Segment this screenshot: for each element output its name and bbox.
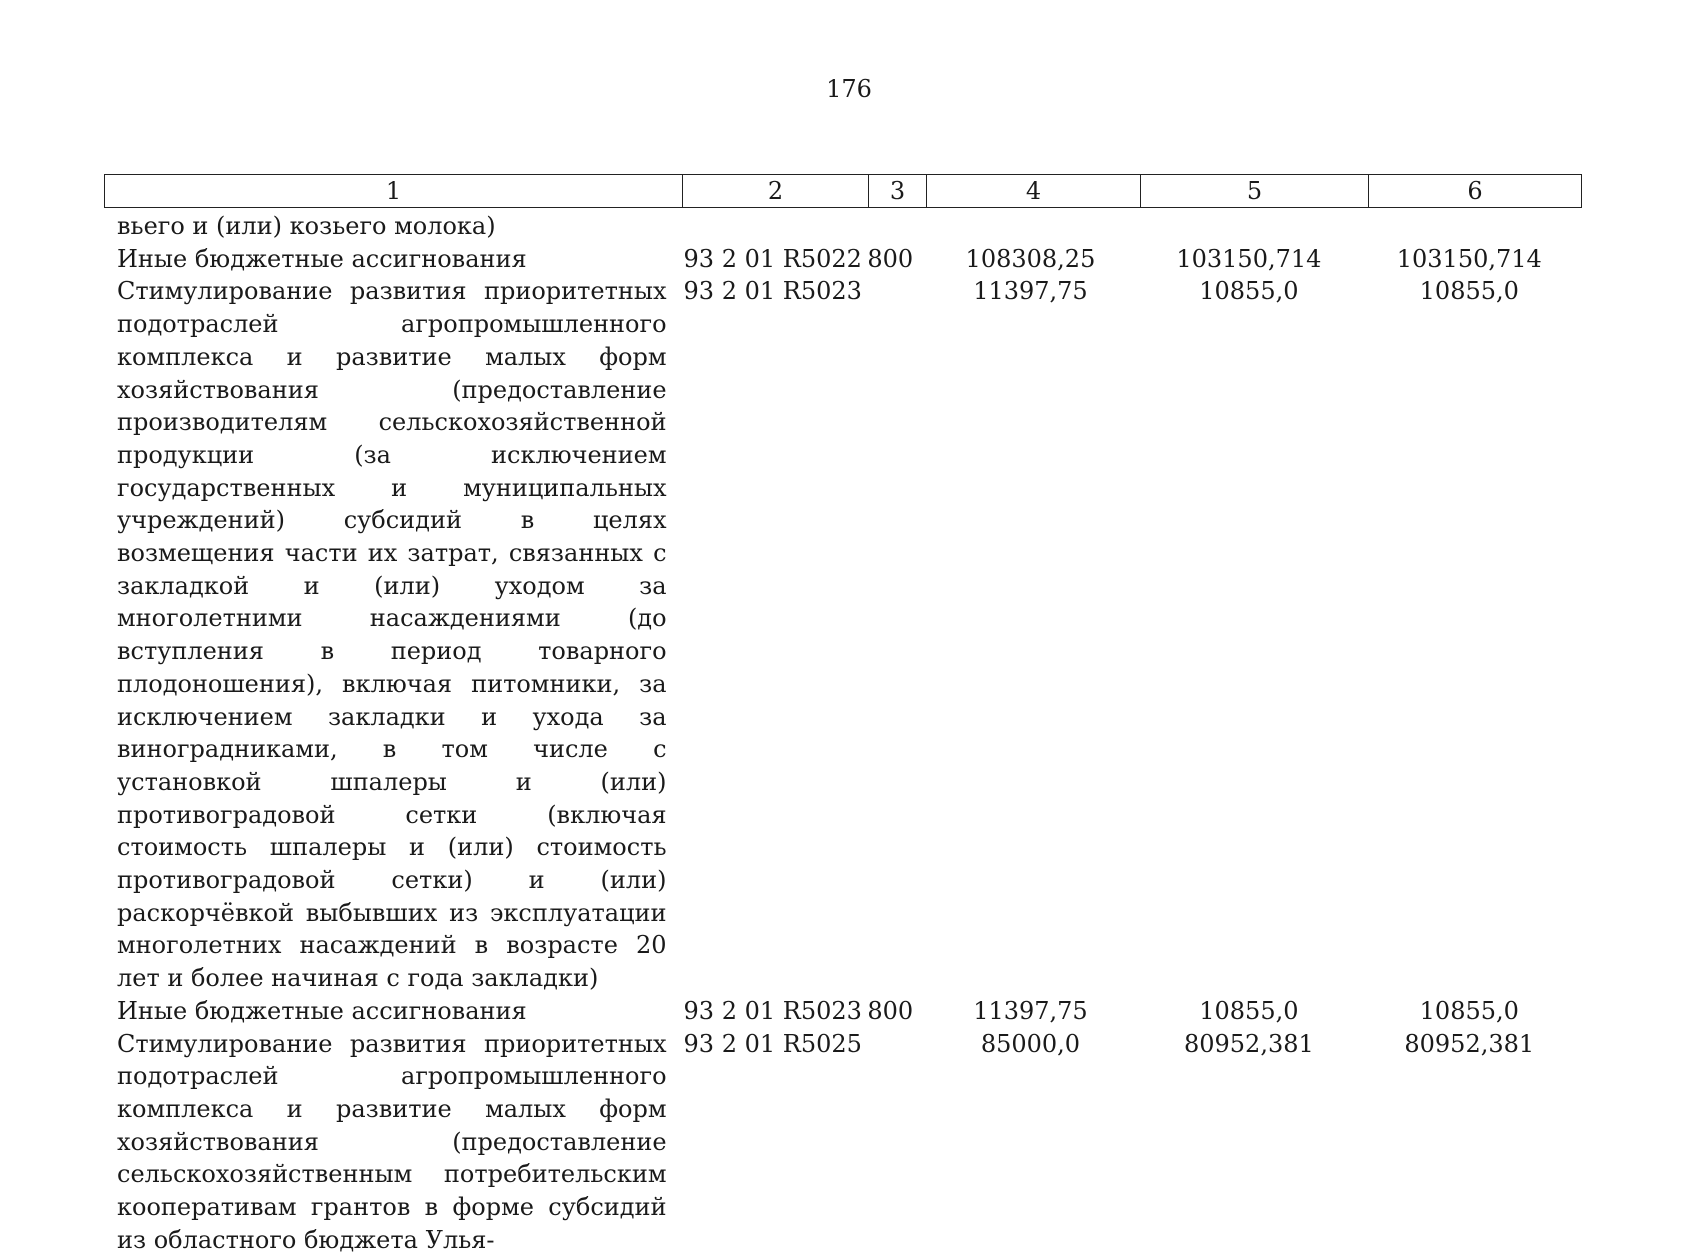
row-name: Стимулирование развития приоритетных подотраслей агропромышленного комплекса и развитие малых форм хозяйствования (предоставление сельскохозяйственным потребительским кооперативам грантов в форме субсидий из областного бюджета Улья- — [117, 1029, 667, 1254]
row-code: 93 2 01 R5025 — [683, 1029, 862, 1058]
row-value-6: 103150,714 — [1396, 244, 1542, 273]
table-header — [104, 174, 1582, 208]
table-row — [117, 995, 1577, 1028]
header-col-1: 1 — [105, 175, 683, 207]
row-code: 93 2 01 R5023 — [683, 996, 862, 1025]
table-row — [117, 1028, 1577, 1257]
row-type: 800 — [867, 244, 914, 273]
row-name: Иные бюджетные ассигнования — [117, 996, 527, 1025]
header-col-6: 6 — [1467, 177, 1483, 205]
table-row — [117, 210, 1577, 243]
page-number: 176 — [826, 75, 872, 103]
header-col-3: 3 — [869, 175, 927, 207]
row-value-5: 10855,0 — [1199, 277, 1299, 306]
row-value-4: 11397,75 — [973, 996, 1088, 1025]
header-col-5: 5 — [1141, 175, 1369, 207]
budget-table-body — [117, 210, 1577, 1257]
row-value-6: 10855,0 — [1419, 996, 1519, 1025]
row-value-6: 10855,0 — [1419, 277, 1519, 306]
row-value-4: 85000,0 — [980, 1029, 1081, 1058]
table-row — [117, 275, 1577, 994]
header-col-2: 2 — [683, 175, 869, 207]
row-code: 93 2 01 R5023 — [683, 277, 862, 306]
table-row — [117, 243, 1577, 276]
row-value-4: 108308,25 — [965, 244, 1096, 273]
row-name: Иные бюджетные ассигнования — [117, 244, 527, 273]
row-name: Стимулирование развития приоритетных подотраслей агропромышленного комплекса и развитие малых форм хозяйствования (предоставление производителям сельскохозяйственной продукции (за исключением государственных и муниципальных учреждений) субсидий в целях возмещения части их затрат, связанных с закладкой и (или) уходом за многолетними насаждениями (до вступления в период товарного плодоношения), включая питомники, за исключением закладки и ухода за виноградниками, в том числе с установкой шпалеры и (или) противоградовой сетки (включая стоимость шпалеры и (или) стоимость противоградовой сетки) и (или) раскорчёвкой выбывших из эксплуатации многолетних насаждений в возрасте 20 лет и более начиная с года закладки) — [117, 277, 667, 993]
row-value-5: 80952,381 — [1183, 1029, 1314, 1058]
row-value-6: 80952,381 — [1404, 1029, 1535, 1058]
row-value-5: 10855,0 — [1199, 996, 1299, 1025]
row-type: 800 — [867, 996, 914, 1025]
row-code: 93 2 01 R5022 — [683, 244, 862, 273]
header-col-4: 4 — [927, 175, 1141, 207]
row-value-5: 103150,714 — [1176, 244, 1322, 273]
row-name: вьего и (или) козьего молока) — [117, 212, 496, 240]
row-value-4: 11397,75 — [973, 277, 1088, 306]
